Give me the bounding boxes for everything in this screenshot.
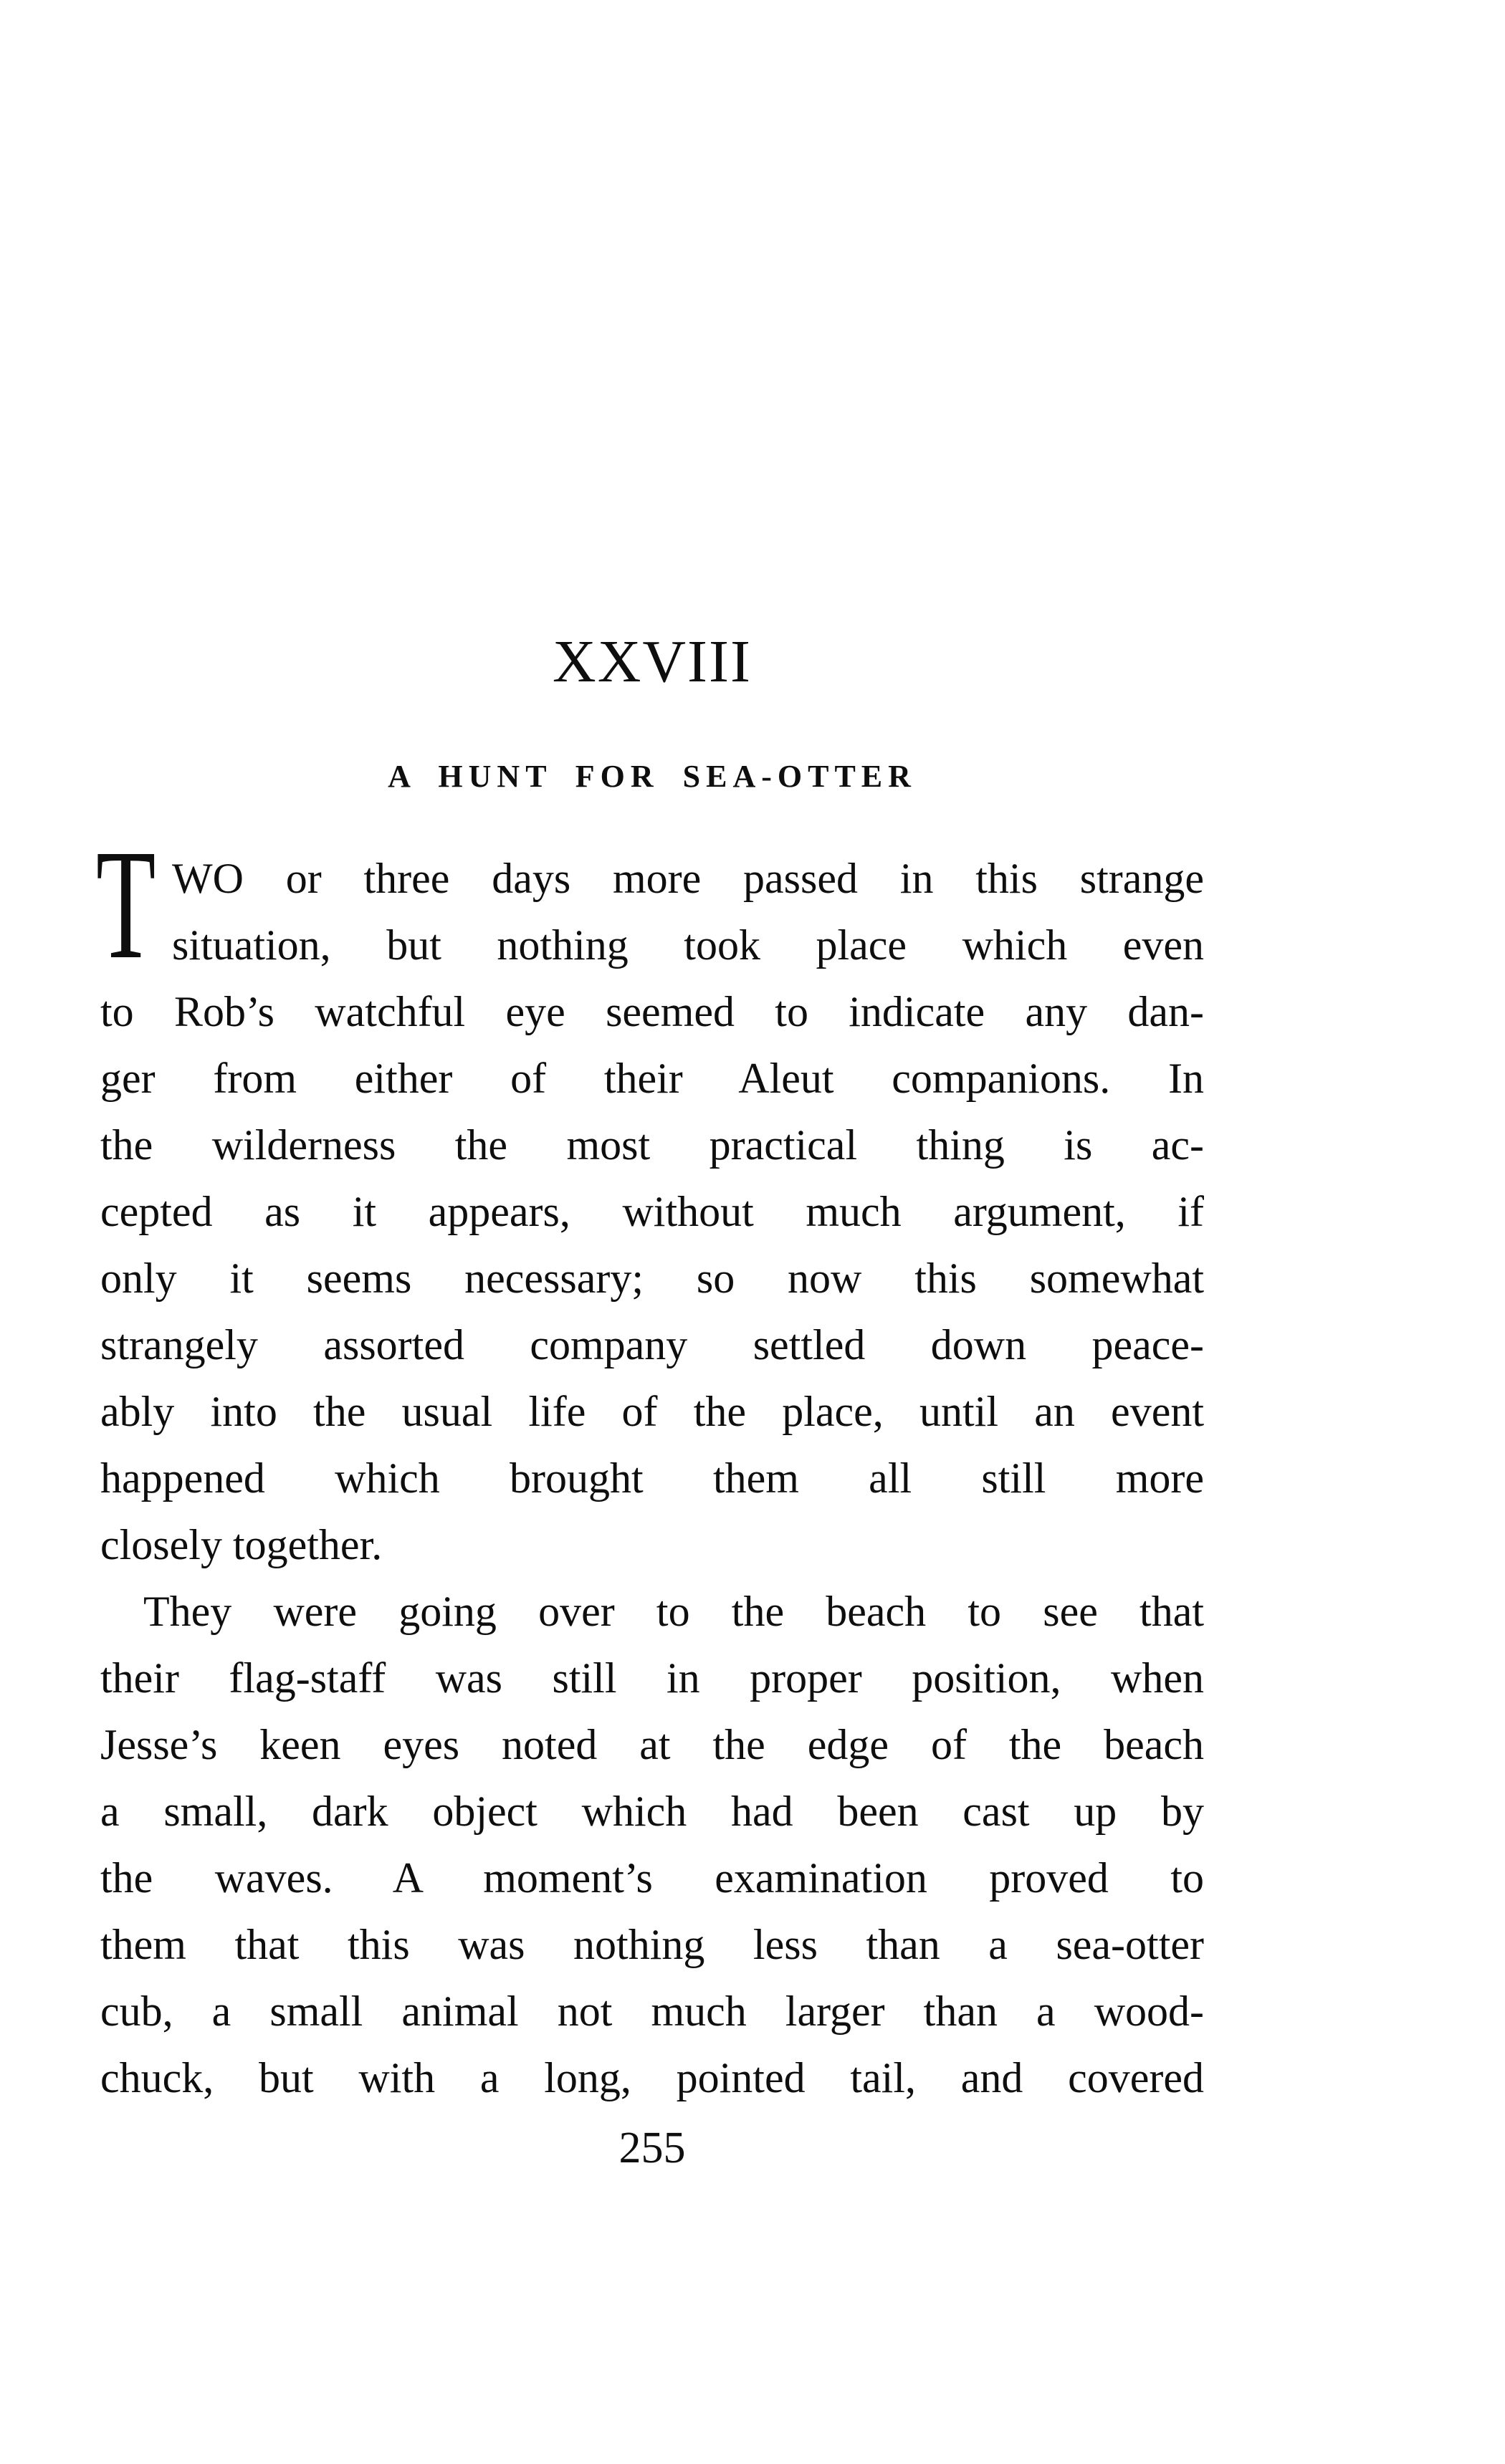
text-column	[96, 0, 1204, 2172]
text-line: situation, but nothing took place which even	[172, 921, 1204, 969]
text-line: WO or three days more passed in this strange	[172, 855, 1204, 902]
drop-cap: T	[96, 817, 156, 992]
chapter-title: A HUNT FOR SEA-OTTER	[388, 759, 917, 794]
body-text	[96, 817, 1204, 2111]
text-line: the wilderness the most practical thing is ac-	[100, 1121, 1204, 1169]
text-line: to Rob’s watchful eye seemed to indicate any dan-	[100, 988, 1204, 1035]
paragraph	[96, 817, 1204, 1578]
text-line: their flag-staff was still in proper position, when	[100, 1654, 1204, 1702]
text-line: cepted as it appears, without much argument, if	[100, 1188, 1204, 1235]
text-line: They were going over to the beach to see that	[143, 1588, 1204, 1635]
text-line: chuck, but with a long, pointed tail, and covered	[100, 2054, 1204, 2101]
text-line: ably into the usual life of the place, until an event	[100, 1388, 1204, 1435]
text-line: a small, dark object which had been cast up by	[100, 1788, 1204, 1835]
text-line: Jesse’s keen eyes noted at the edge of the beach	[100, 1721, 1204, 1768]
page-number: 255	[618, 2124, 686, 2172]
text-line: happened which brought them all still more	[100, 1454, 1204, 1502]
text-line: cub, a small animal not much larger than a wood-	[100, 1988, 1204, 2035]
text-line: them that this was nothing less than a sea-otter	[100, 1921, 1204, 1968]
text-line: strangely assorted company settled down peace-	[100, 1321, 1204, 1368]
text-line: only it seems necessary; so now this somewhat	[100, 1255, 1204, 1302]
text-line: ger from either of their Aleut companions. In	[100, 1055, 1204, 1102]
paragraph	[100, 1578, 1204, 2111]
chapter-number: XXVIII	[553, 628, 752, 695]
text-line: closely together.	[100, 1521, 383, 1568]
text-line: the waves. A moment’s examination proved to	[100, 1854, 1204, 1902]
